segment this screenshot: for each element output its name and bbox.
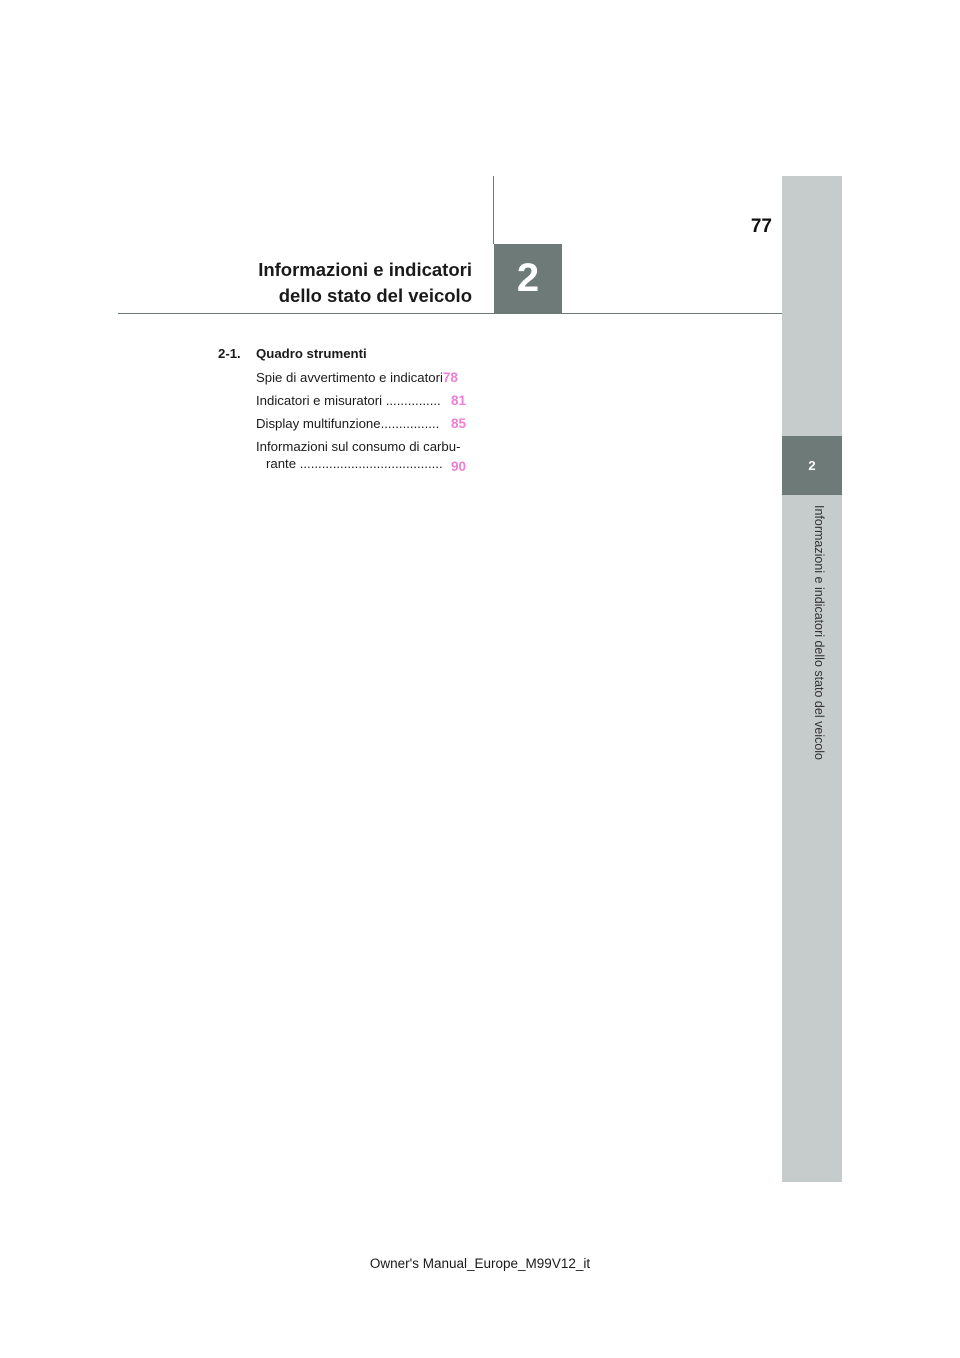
toc-section-number: 2-1. [218, 346, 241, 361]
chapter-number-block: 2 [494, 244, 562, 313]
toc-entry-title: Spie di avvertimento e indicatori [256, 370, 443, 385]
toc-entry-title-line2: rante ....................................... [266, 456, 443, 471]
toc-entry-title: Display multifunzione................ [256, 416, 440, 431]
side-tab-chapter-number[interactable]: 2 [782, 436, 842, 495]
toc-entry[interactable] [256, 393, 504, 416]
toc-entry[interactable] [256, 370, 504, 393]
chapter-title-line2: dello stato del veicolo [278, 285, 472, 306]
toc-entry-title-line1: Informazioni sul consumo di carbu- [256, 439, 461, 454]
toc-entry-page[interactable]: 78 [442, 370, 458, 385]
page-number: 77 [750, 216, 772, 237]
toc-section-title: Quadro strumenti [256, 346, 367, 361]
chapter-title [200, 257, 472, 309]
toc-entry-title: Indicatori e misuratori ............... [256, 393, 441, 408]
side-tab-label: Informazioni e indicatori dello stato del veicolo [812, 505, 826, 760]
chapter-title-line1: Informazioni e indicatori [258, 259, 472, 280]
toc-entry[interactable] [256, 416, 504, 439]
toc-section-heading [218, 346, 504, 361]
header-horizontal-rule [118, 313, 782, 314]
footer-manual-id: Owner's Manual_Europe_M99V12_it [369, 1256, 591, 1271]
toc-entry-page[interactable]: 81 [450, 393, 466, 408]
toc-entry[interactable] [256, 439, 504, 479]
toc-entry-page[interactable]: 90 [450, 459, 466, 474]
toc-entry-page[interactable]: 85 [450, 416, 466, 431]
header-vertical-rule [493, 176, 494, 244]
table-of-contents [218, 346, 504, 479]
